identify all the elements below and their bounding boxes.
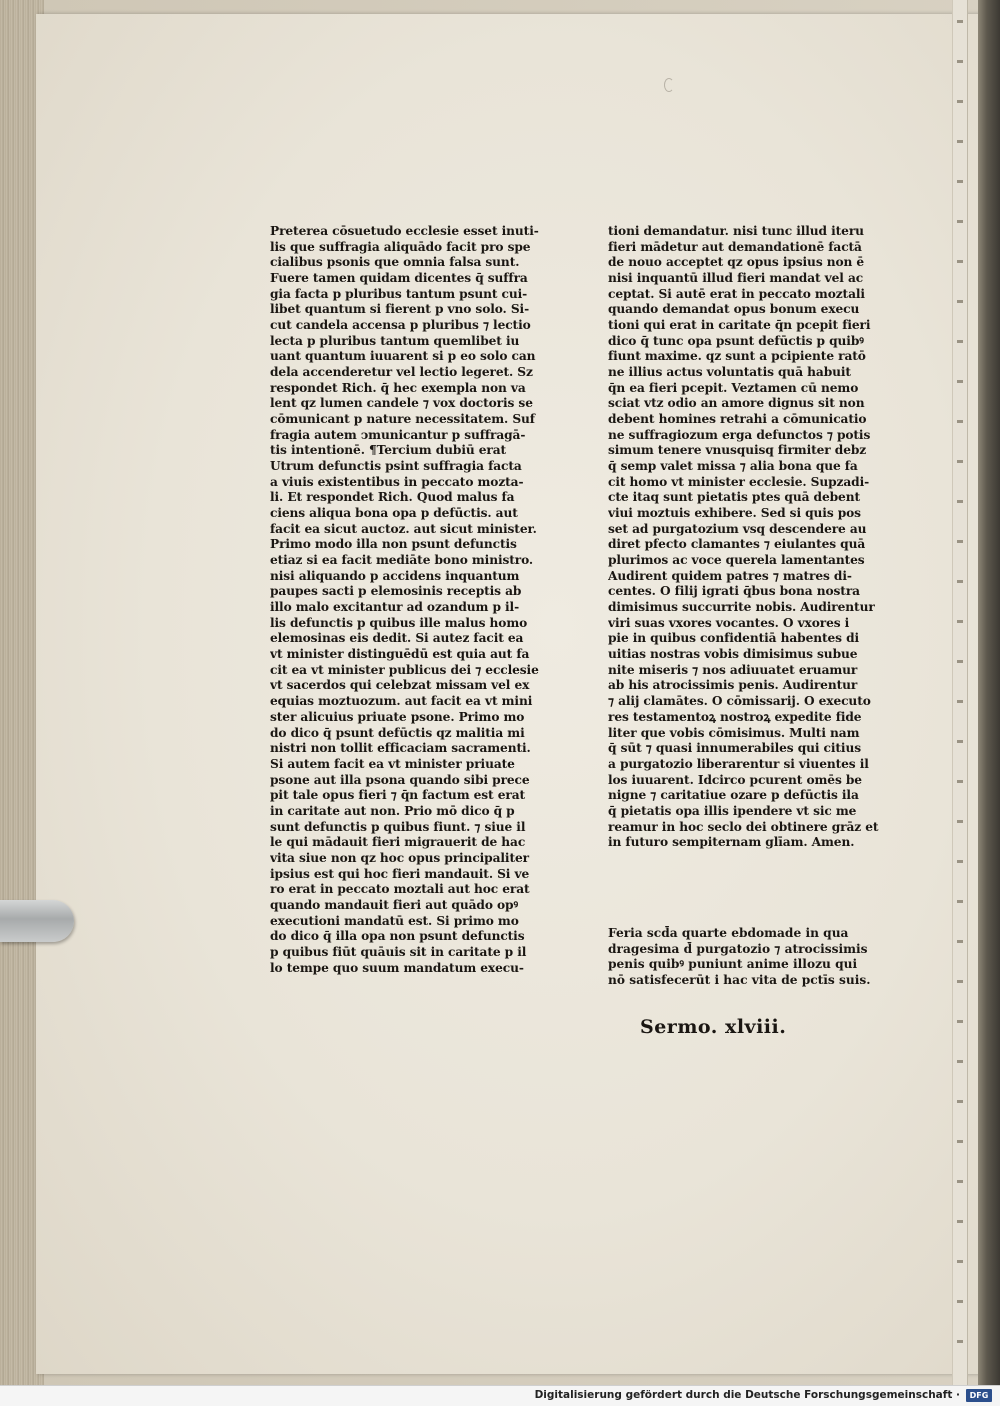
ruler-tick [957, 700, 963, 703]
text-line: cialibus psonis que omnia falsa sunt. [270, 255, 520, 270]
ruler-tick [957, 140, 963, 143]
text-line: q̄n ea fieri pcepit. Veztamen cū nemo [608, 380, 859, 395]
text-line: cit homo vt minister ecclesie. Supzadi- [608, 474, 870, 489]
text-line: centes. O filij igrati q̄bus bona nostra [608, 584, 860, 599]
text-line: de nouo acceptet qz opus ipsius non ē [608, 255, 865, 270]
ruler-tick [957, 1260, 963, 1263]
text-line: lecta p pluribus tantum quemlibet iu [270, 333, 520, 348]
text-line: cut candela accensa p pluribus ⁊ lectio [270, 318, 531, 333]
text-line: fiunt maxime. qz sunt a pcipiente ratō [608, 349, 866, 364]
text-line: plurimos ac voce querela lamentantes [608, 553, 865, 568]
text-line: psone aut illa psona quando sibi prece [270, 772, 530, 787]
text-line: li. Et respondet Rich. Quod malus fa [270, 490, 515, 505]
text-line: ne illius actus voluntatis quā habuit [608, 365, 851, 380]
text-line: illo malo excitantur ad ozandum p il- [270, 600, 520, 615]
text-line: Primo modo illa non psunt defunctis [270, 537, 517, 552]
rubric-line: Feria scd̄a quarte ebdomade in qua [608, 926, 849, 940]
text-line: nisi inquantū illud fieri mandat vel ac [608, 271, 864, 286]
text-line: elemosinas eis dedit. Si autez facit ea [270, 631, 524, 646]
text-line: tioni demandatur. nisi tunc illud iteru [608, 224, 864, 238]
sermon-title-text: Sermo. xlviii. [640, 1016, 787, 1038]
text-line: gia facta p pluribus tantum psunt cui- [270, 286, 528, 301]
ruler-tick [957, 380, 963, 383]
text-line: q̄ pietatis opa illis ipendere vt sic me [608, 803, 857, 818]
text-line: simum tenere vnusquisq firmiter debz [608, 443, 867, 458]
text-line: viui moztuis exhibere. Sed si quis pos [608, 506, 861, 521]
text-line: ab his atrocissimis penis. Audirentur [608, 678, 858, 693]
ruler-tick [957, 940, 963, 943]
ruler-tick [957, 100, 963, 103]
ruler-tick [957, 1180, 963, 1183]
text-line: facit ea sicut auctoz. aut sicut minister. [270, 521, 537, 536]
text-line: respondet Rich. q̄ hec exempla non va [270, 380, 526, 395]
text-line: ceptat. Si autē erat in peccato moztali [608, 286, 865, 301]
rubric-line: penis quibꝰ puniunt anime illozu qui [608, 957, 858, 971]
ruler-tick [957, 860, 963, 863]
text-line: cit ea vt minister publicus dei ⁊ ecclesie [270, 662, 539, 677]
ruler-tick [957, 620, 963, 623]
ruler-tick [957, 660, 963, 663]
text-line: dico q̄ tunc opa psunt defūctis p quibꝰ [608, 333, 864, 348]
text-line: lo tempe quo suum mandatum execu- [270, 960, 524, 975]
text-line: reamur in hoc seclo dei obtinere grāz et [608, 819, 879, 834]
ruler-tick [957, 820, 963, 823]
ruler-tick [957, 340, 963, 343]
ruler-tick [957, 500, 963, 503]
ruler-tick [957, 460, 963, 463]
ruler-tick [957, 780, 963, 783]
text-line: tis intentionē. ¶Tercium dubiū erat [270, 443, 507, 458]
text-line: uitias nostras vobis dimisimus subue [608, 647, 858, 662]
ruler-tick [957, 1020, 963, 1023]
text-line: lis que suffragia aliquādo facit pro spe [270, 239, 531, 254]
footer-credit: Digitalisierung gefördert durch die Deutsche Forschungsgemeinschaft · [534, 1389, 960, 1401]
text-line: dela accenderetur vel lectio legeret. Sz [270, 365, 533, 380]
text-line: q̄ semp valet missa ⁊ alia bona que fa [608, 459, 858, 474]
text-line: vita siue non qz hoc opus principaliter [270, 850, 529, 865]
ruler-tick [957, 220, 963, 223]
text-line: sunt defunctis p quibus fiunt. ⁊ siue il [270, 819, 526, 834]
ruler-tick [957, 300, 963, 303]
text-line: do dico q̄ psunt defūctis qz malitia mi [270, 725, 525, 740]
text-line: lis defunctis p quibus ille malus homo [270, 615, 528, 630]
text-line: viri suas vxores vocantes. O vxores i [608, 615, 850, 630]
text-line: ⁊ alij clamātes. O cōmissarij. O executo [608, 694, 871, 709]
text-line: quando demandat opus bonum execu [608, 302, 860, 317]
text-line: fieri mādetur aut demandationē factā [608, 239, 862, 254]
text-line: ipsius est qui hoc fieri mandauit. Si ve [270, 866, 530, 881]
footer-bar [0, 1385, 1000, 1406]
ruler-tick [957, 180, 963, 183]
text-line: cōmunicant p nature necessitatem. Suf [270, 412, 535, 427]
text-line: fragia autem ↄmunicantur p suffragā- [270, 427, 526, 442]
ruler-tick [957, 1300, 963, 1303]
text-line: Si autem facit ea vt minister priuate [270, 756, 515, 771]
text-line: quando mandauit fieri aut quādo opꝰ [270, 897, 519, 912]
text-line: cte itaq sunt pietatis ptes quā debent [608, 490, 860, 505]
text-line: nite miseris ⁊ nos adiuuatet eruamur [608, 662, 858, 677]
text-line: ciens aliqua bona opa p defūctis. aut [270, 506, 518, 521]
ruler-tick [957, 1100, 963, 1103]
text-line: dimisimus succurrite nobis. Audirentur [608, 600, 875, 615]
text-line: nigne ⁊ caritatiue ozare p defūctis ila [608, 788, 859, 803]
text-line: tioni qui erat in caritate q̄n pcepit fieri [608, 318, 871, 333]
text-line: le qui mādauit fieri migrauerit de hac [270, 835, 526, 850]
dfg-logo: DFG [966, 1389, 992, 1402]
text-line: uant quantum iuuarent si p eo solo can [270, 349, 536, 364]
text-line: equias moztuozum. aut facit ea vt mini [270, 694, 533, 709]
ruler-tick [957, 1140, 963, 1143]
text-line: pit tale opus fieri ⁊ q̄n factum est erat [270, 788, 526, 803]
text-line: ster alicuius priuate psone. Primo mo [270, 709, 525, 724]
text-line: vt sacerdos qui celebzat missam vel ex [270, 678, 530, 693]
text-line: executioni mandatū est. Si primo mo [270, 913, 519, 928]
pencil-mark [664, 78, 674, 92]
text-line: set ad purgatozium vsq descendere au [608, 521, 867, 536]
text-line: los iuuarent. Idcirco pcurent omēs be [608, 772, 862, 787]
text-line: sciat vtz odio an amore dignus sit non [608, 396, 865, 411]
text-line: Utrum defunctis psint suffragia facta [270, 459, 522, 474]
text-line: ne suffragiozum erga defunctos ⁊ potis [608, 427, 871, 442]
rubric-heading [608, 926, 890, 988]
text-line: do dico q̄ illa opa non psunt defunctis [270, 929, 525, 944]
text-line: p quibus fiūt quāuis sit in caritate p il [270, 944, 527, 959]
text-line: liter que vobis cōmisimus. Multi nam [608, 725, 860, 740]
book-spine-edge [978, 0, 1000, 1385]
text-line: vt minister distinguēdū est quia aut fa [270, 647, 530, 662]
ruler-tick [957, 980, 963, 983]
text-line: Preterea cōsuetudo ecclesie esset inuti- [270, 224, 539, 238]
text-line: a purgatozio liberarentur si viuentes il [608, 756, 869, 771]
left-text-column [270, 224, 548, 976]
ruler-tick [957, 260, 963, 263]
ruler-tick [957, 20, 963, 23]
text-line: in caritate aut non. Prio mō dico q̄ p [270, 803, 515, 818]
text-line: nisi aliquando p accidens inquantum [270, 568, 520, 583]
text-line: lent qz lumen candele ⁊ vox doctoris se [270, 396, 533, 411]
text-line: in futuro sempiternam glīam. Amen. [608, 835, 855, 850]
ruler-tick [957, 540, 963, 543]
text-line: paupes sacti p elemosinis receptis ab [270, 584, 522, 599]
rubric-line: nō satisfecerūt i hac vita de pctīs suis. [608, 972, 871, 987]
text-line: nistri non tollit efficaciam sacramenti. [270, 741, 531, 756]
page-clip [0, 900, 74, 942]
text-line: ro erat in peccato moztali aut hoc erat [270, 882, 530, 897]
text-line: libet quantum si fierent p vno solo. Si- [270, 302, 530, 317]
text-line: Fuere tamen quidam dicentes q̄ suffra [270, 271, 528, 286]
ruler-tick [957, 420, 963, 423]
rubric-line: dragesima d̄ purgatozio ⁊ atrocissimis [608, 941, 868, 956]
text-line: Audirent quidem patres ⁊ matres di- [608, 568, 852, 583]
ruler-tick [957, 60, 963, 63]
ruler-tick [957, 900, 963, 903]
text-line: debent homines retrahi a cōmunicatio [608, 412, 867, 427]
ruler-tick [957, 1060, 963, 1063]
scan-ruler [952, 0, 968, 1385]
right-text-column [608, 224, 890, 851]
ruler-tick [957, 740, 963, 743]
text-line: q̄ sūt ⁊ quasi innumerabiles qui citius [608, 741, 861, 756]
ruler-tick [957, 1220, 963, 1223]
text-line: res testamentoꝝ nostroꝝ expedite fide [608, 709, 862, 724]
text-line: etiaz si ea facit mediāte bono ministro. [270, 553, 534, 568]
ruler-tick [957, 580, 963, 583]
text-line: pie in quibus confidentiā habentes di [608, 631, 860, 646]
text-line: a viuis existentibus in peccato mozta- [270, 474, 524, 489]
text-line: diret pfecto clamantes ⁊ eiulantes quā [608, 537, 866, 552]
ruler-tick [957, 1340, 963, 1343]
sermon-title [640, 1016, 786, 1038]
